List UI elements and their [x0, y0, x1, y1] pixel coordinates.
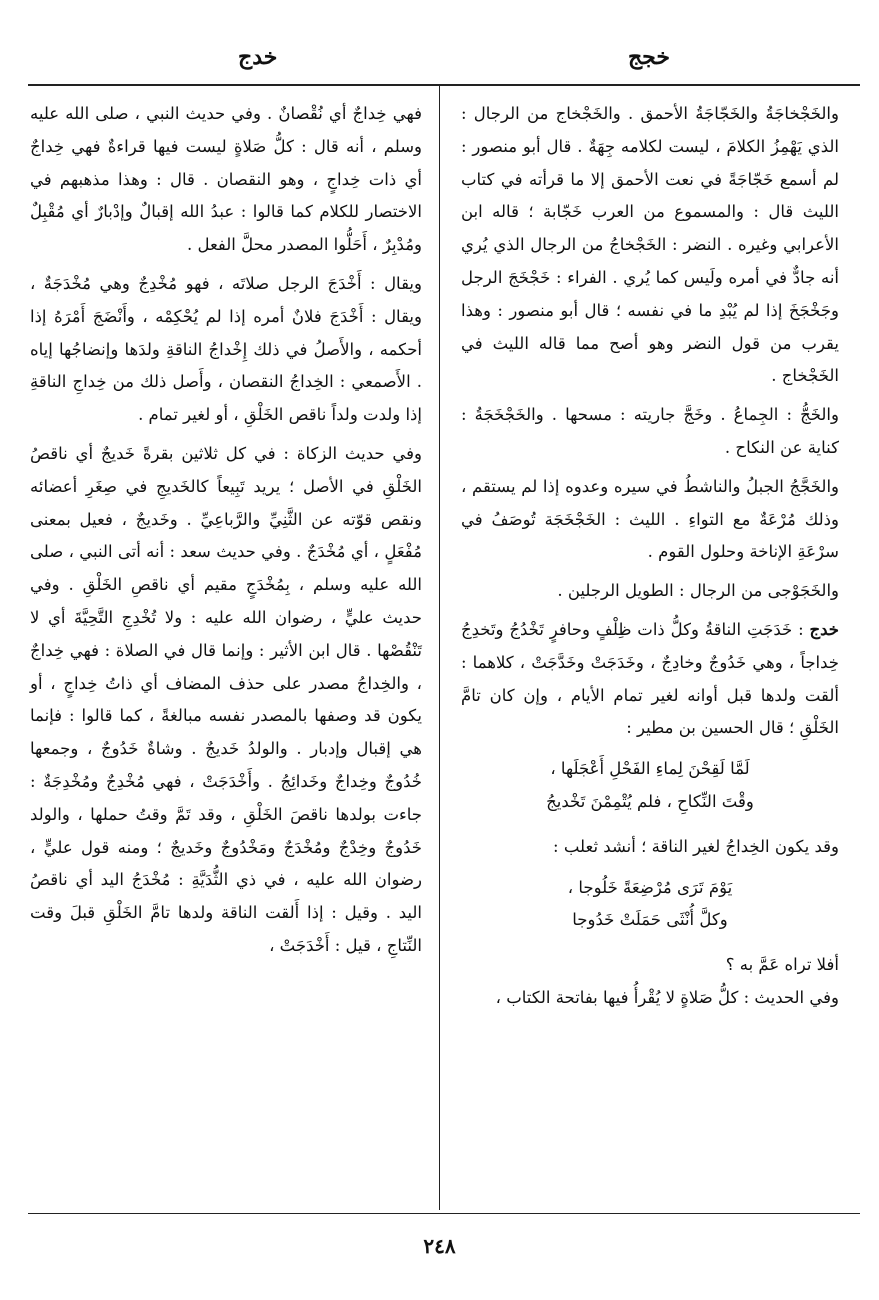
paragraph: والخَجُّ : الجِماعُ . وخَجَّ جاريته : مسحها . والخَجْخَجَةُ : كناية عن النكاح . [461, 405, 839, 457]
paragraph: فهي خِداجٌ أي نُقْصانٌ . وفي حديث النبي ، صلى الله عليه وسلم ، أنه قال : كلُّ صَلاةٍ ليست فيها قراءةٌ فهي خِداجٌ أي ذات خِداجٍ ، وهو النقصان . قال : وهذا مذهبهم في الاختصار للكلام كما قالوا : عبدُ الله إقبالٌ وإدْبارٌ أي مُقْبِلٌ ومُدْبِرٌ ، أَحَلُّوا المصدر محلَّ الفعل . [30, 104, 422, 255]
page-number: ٢٤٨ [423, 1234, 456, 1258]
column-divider [439, 86, 440, 1210]
right-headword: خجج [627, 44, 670, 70]
entry-headword: خدج [809, 619, 839, 639]
verse-line: يَوْمَ تَرَى مُرْضِعَةً خَلُوجا ، [567, 877, 733, 897]
verse-line: وقْتَ النِّكاحِ ، فلم يُتْمِمْنَ تَخْديجُ [546, 791, 754, 811]
right-column [461, 98, 839, 1015]
left-headword: خدج [238, 44, 278, 70]
entry-paragraph [461, 614, 839, 745]
bottom-rule [28, 1213, 860, 1214]
left-column [30, 98, 422, 963]
paragraph: والخَجْخاجَةُ والخَجّاجَةُ الأحمق . والخَجْخاج من الرجال : الذي يَهْمِزُ الكلامَ ، ليست لكلامه جِهَةٌ . قال أبو منصور : لم أسمع خَجّاجَةً في نعت الأحمق إلا ما قرأته في كتاب الليث قال : والمسموع من العرب خَجّابة ؛ قاله ابن الأعرابي وغيره . النضر : الخَجْخاجُ من الرجال الذي يُري أنه جادٌّ في أمره ولَيس كما يُري . الفراء : خَجْخَجَ الرجل وجَخْجَخَ إذا لم يُبْدِ ما في نفسه ؛ قال أبو منصور : وهذا يقرب من قول النضر وهو أصح مما قاله الليث في الخَجْخاج . [461, 104, 839, 386]
top-rule [28, 84, 860, 86]
verse-line: وكلَّ أُنْثَى حَمَلَتْ خَدُوجا [572, 910, 728, 930]
page-header [28, 44, 860, 82]
paragraph: وفي الحديث : كلُّ صَلاةٍ لا يُقْرأُ فيها بفاتحة الكتاب ، [495, 987, 839, 1007]
paragraph: وقد يكون الخِداجُ لغير الناقة ؛ أنشد ثعلب : [553, 836, 839, 856]
verse-line: لَمَّا لَقِحْنَ لِماءِ الفَحْلِ أَعْجَلَها ، [550, 759, 750, 779]
paragraph: ويقال : أَخْدَجَ الرجل صلاتَه ، فهو مُخْدِجٌ وهي مُخْدَجَةٌ ، ويقال : أَخْدَجَ فلانٌ أمره إذا لم يُحْكِمْه ، وأَنْضَجَ أَمْرَهُ إذا أحكمه ، والأَصلُ في ذلك إِخْداجُ الناقةِ ولدَها وإنضاجُها إياه . الأَصمعي : الخِداجُ النقصان ، وأَصل ذلك من خِداجِ الناقةِ إذا ولدت ولداً ناقص الخَلْقِ ، أو لغير تمام . [30, 273, 422, 425]
verse-block [461, 872, 839, 938]
paragraph: والخَجَّجُ الجبلُ والناشطُ في سيره وعدوه إذا لم يستقم ، وذلك مُرْعَةٌ مع التواءِ . الليث : الخَجْخَجَة تُوصَفُ في سرْعَةِ الإناخة وحلول القوم . [461, 476, 839, 562]
paragraph: أفلا تراه عَمَّ به ؟ [725, 955, 839, 975]
paragraph: والخَجَوْجى من الرجال : الطويل الرجلين . [557, 581, 839, 601]
paragraph: وفي حديث الزكاة : في كل ثلاثين بقرةً خَديجٌ أي ناقصُ الخَلْقِ في الأصل ؛ يريد تَبِيعاً كالخَديجِ في صِغَرِ أعضائه ونقص قوّته عن الثَّنِيِّ والرَّباعِيِّ . وخَديجٌ ، فعيل بمعنى مُفْعَلٍ ، أي مُخْدَجٌ . وفي حديث سعد : أنه أتى النبي ، صلى الله عليه وسلم ، بِمُخْدَجٍ مقيم أي ناقصِ الخَلْقِ . وفي حديث عليٍّ ، رضوان الله عليه : ولا تُخْدِجِ التَّحِيَّةَ أي لا تَنْقُصْها . قال ابن الأثير : وإنما قال في الصلاة : فهي خِداجٌ ، والخِداجُ مصدر على حذف المضاف أي ذاتُ خِداجٍ ، أو يكون قد وصفها بالمصدر نفسه مبالغةً ، كما قالوا : فإنما هي إقبال وإدبار . والولدُ خَديجٌ . وشاةٌ خَدُوجٌ ، وجمعها خُدُوجٌ وخِداجٌ وخَدائِجُ . وأَخْدَجَتْ ، فهي مُخْدِجٌ ومُخْدِجَةٌ : جاءت بولدها ناقصَ الخَلْقِ ، وقد تَمَّ وقتُ حملها ، والولد خَدُوجٌ وخِدْجٌ ومُخْدَجٌ ومَخْدُوجٌ وخَديجٌ ؛ ومنه قول عليٍّ ، رضوان الله عليه ، في ذي الثُّدَيَّةِ : مُخْدَجُ اليد أي ناقصُ اليد . وقيل : إذا أَلقت الناقة ولدها تامَّ الخَلْقِ قبلَ وقت النِّتاجِ ، قيل : أَخْدَجَتْ ، [30, 443, 422, 955]
verse-block [461, 753, 839, 819]
entry-text: : خَدَجَتِ الناقةُ وكلُّ ذات ظِلْفٍ وحافرٍ تَخْدُجُ وتَخدِجُ خِداجاً ، وهي خَدُوجٌ وخادِجٌ ، وخَدَجَتْ وخَدَّجَتْ ، كلاهما : ألقت ولدها قبل أوانه لغير تمام الأيام ، وإن كان تامَّ الخَلْقِ ؛ قال الحسين بن مطير : [461, 619, 839, 738]
